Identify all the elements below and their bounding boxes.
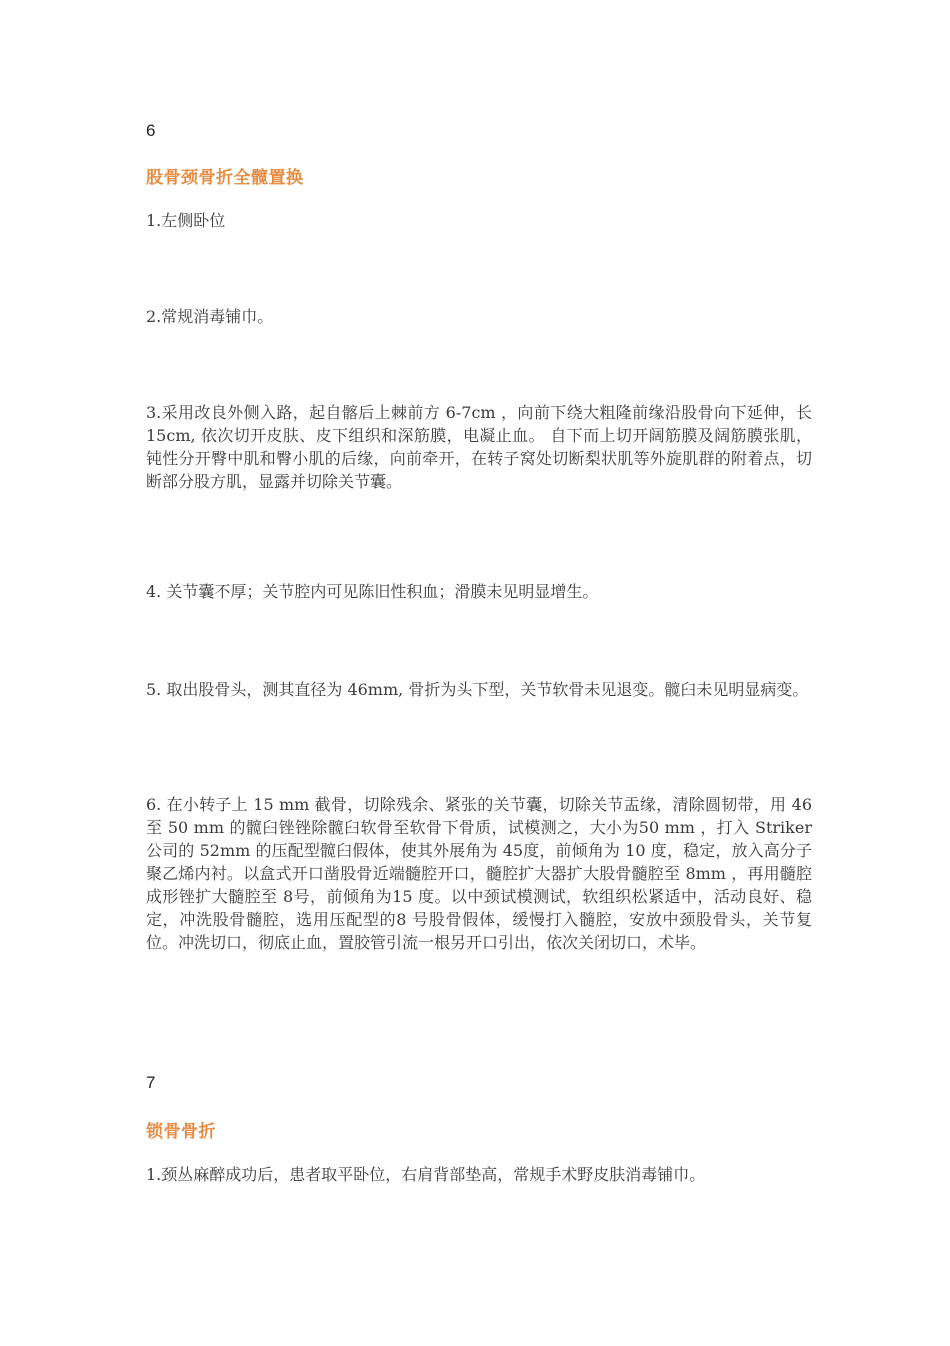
step-paragraph: 1.左侧卧位 — [146, 211, 226, 230]
step-paragraph: 5. 取出股骨头，测其直径为 46mm, 骨折为头下型，关节软骨未见退变。髋臼未见明显病变。 — [146, 680, 809, 699]
step-paragraph: 2.常规消毒铺巾。 — [146, 307, 274, 326]
step-paragraph: 4. 关节囊不厚；关节腔内可见陈旧性积血；滑膜未见明显增生。 — [146, 582, 599, 601]
step-paragraph: 1.颈丛麻醉成功后，患者取平卧位，右肩背部垫高，常规手术野皮肤消毒铺巾。 — [146, 1165, 706, 1184]
section-title: 股骨颈骨折全髋置换 — [146, 168, 304, 188]
section-number: 7 — [146, 1073, 156, 1092]
step-paragraph: 3.采用改良外侧入路，起自髂后上棘前方 6-7cm ，向前下绕大粗隆前缘沿股骨向下延伸，长 15cm, 依次切开皮肤、皮下组织和深筋膜，电凝止血。 自下而上切开阔筋膜及阔筋膜张肌，钝性分开臀中肌和臀小肌的后缘，向前牵开，在转子窝处切断梨状肌等外旋肌群的附着点，切断部分股方肌，显露并切除关节囊。 — [146, 403, 812, 491]
section-title: 锁骨骨折 — [146, 1122, 216, 1142]
section-number: 6 — [146, 121, 156, 140]
step-paragraph: 6. 在小转子上 15 mm 截骨，切除残余、紧张的关节囊，切除关节盂缘，清除圆韧带，用 46 至 50 mm 的髋臼锉锉除髋臼软骨至软骨下骨质，试模测之，大小为50 mm ，打入 Striker 公司的 52mm 的压配型髋臼假体，使其外展角为 45度，前倾角为 10 度，稳定，放入高分子聚乙烯内衬。以盒式开口凿股骨近端髓腔开口，髓腔扩大器扩大股骨髓腔至 8mm ，再用髓腔成形锉扩大髓腔至 8号，前倾角为15 度。以中颈试模测试，软组织松紧适中，活动良好、稳定，冲洗股骨髓腔，选用压配型的8 号股骨假体，缓慢打入髓腔，安放中颈股骨头，关节复位。冲洗切口，彻底止血，置胶管引流一根另开口引出，依次关闭切口，术毕。 — [146, 795, 812, 952]
